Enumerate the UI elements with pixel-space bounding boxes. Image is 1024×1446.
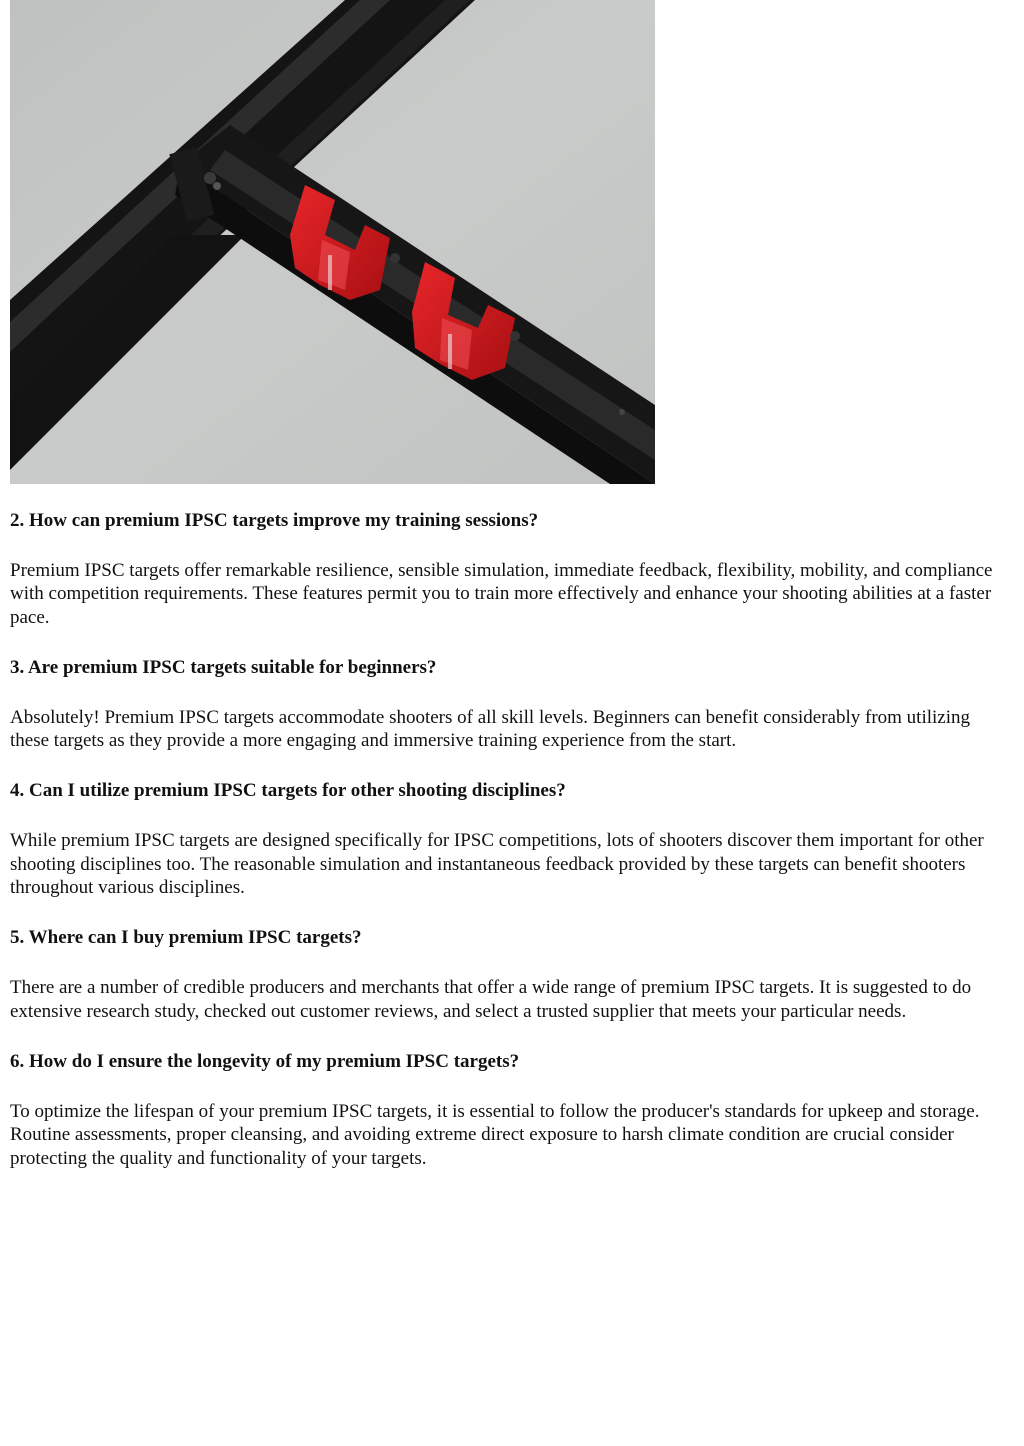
faq-answer: While premium IPSC targets are designed specifically for IPSC competitions, lots of shooters discover them important for other shooting disciplines too. The reasonable simulation and instantaneous feedback provided by these targets can benefit shooters throughout various disciplines. xyxy=(10,830,984,899)
product-photo xyxy=(10,0,655,484)
faq-question: 4. Can I utilize premium IPSC targets for other shooting disciplines? xyxy=(10,780,566,802)
faq-answer: To optimize the lifespan of your premium IPSC targets, it is essential to follow the producer's standards for upkeep and storage. Routine assessments, proper cleansing, and avoiding extreme direct exposure to harsh climate condition are crucial consider protecting the quality and functionality of your targets. xyxy=(10,1100,980,1169)
target-stand-photo-icon xyxy=(10,0,655,484)
faq-answer: Premium IPSC targets offer remarkable resilience, sensible simulation, immediate feedback, flexibility, mobility, and compliance with competition requirements. These features permit you to train more effectively and enhance your shooting abilities at a faster pace. xyxy=(10,560,993,628)
faq-answer: Absolutely! Premium IPSC targets accommodate shooters of all skill levels. Beginners can benefit considerably from utilizing these targets as they provide a more engaging and immersive training experience from the start. xyxy=(10,706,971,752)
faq-question: 6. How do I ensure the longevity of my premium IPSC targets? xyxy=(10,1050,520,1072)
faq-question: 2. How can premium IPSC targets improve my training sessions? xyxy=(10,510,539,531)
faq-answer: There are a number of credible producers and merchants that offer a wide range of premium IPSC targets. It is suggested to do extensive research study, checked out customer reviews, and select a trusted supplier that meets your particular needs. xyxy=(10,977,972,1022)
faq-question: 5. Where can I buy premium IPSC targets? xyxy=(10,927,362,949)
faq-question: 3. Are premium IPSC targets suitable for beginners? xyxy=(10,656,437,678)
faq-list xyxy=(10,509,1010,1197)
